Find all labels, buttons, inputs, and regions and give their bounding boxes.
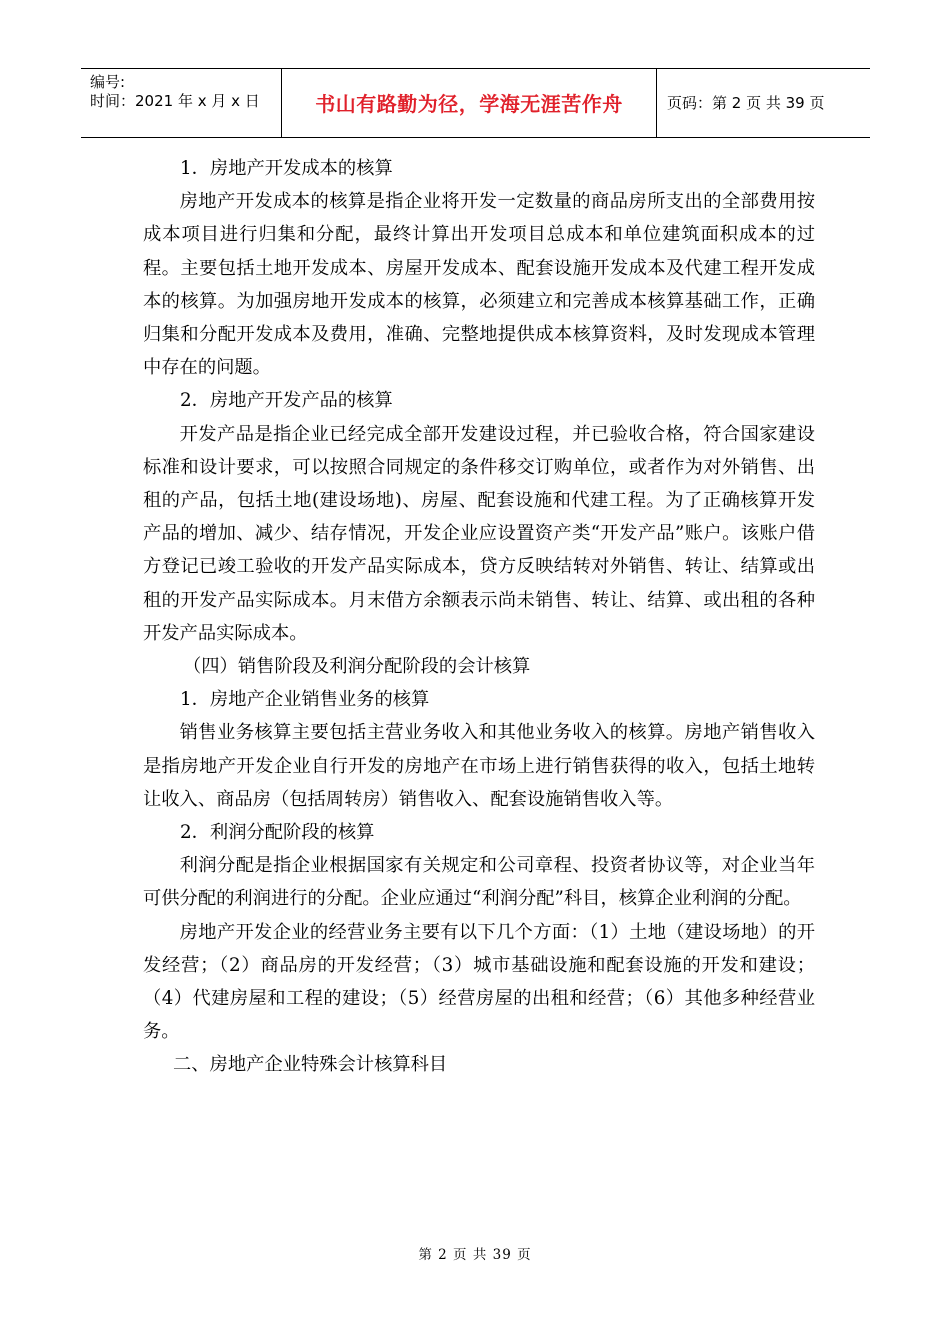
section-heading-sales-business: 1．房地产企业销售业务的核算 — [180, 689, 430, 711]
paragraph-business-scope: 房地产开发企业的经营业务主要有以下几个方面：（1）土地（建设场地）的开发经营；（2）商品房的开发经营；（3）城市基础设施和配套设施的开发和建设；（4）代建房屋和工程的建设；（5）经营房屋的出租和经营；（6）其他多种经营业务。 — [143, 921, 815, 1043]
chapter-heading-special-accounts: 二、房地产企业特殊会计核算科目 — [173, 1054, 448, 1076]
document-time-label: 时间：2021 年 x 月 x 日 — [90, 92, 260, 110]
section-heading-development-product: 2．房地产开发产品的核算 — [180, 390, 393, 412]
paragraph-sales-business: 销售业务核算主要包括主营业务收入和其他业务收入的核算。房地产销售收入是指房地产开发企业自行开发的房地产在市场上进行销售获得的收入，包括土地转让收入、商品房（包括周转房）销售收入、配套设施销售收入等。 — [143, 722, 815, 810]
section-heading-sales-profit: （四）销售阶段及利润分配阶段的会计核算 — [183, 656, 531, 678]
document-code-label: 编号: — [90, 73, 126, 91]
header-right-cell — [657, 69, 870, 137]
paragraph-development-product: 开发产品是指企业已经完成全部开发建设过程，并已验收合格，符合国家建设标准和设计要求，可以按照合同规定的条件移交订购单位，或者作为对外销售、出租的产品，包括土地(建设场地)、房屋、配套设施和代建工程。为了正确核算开发产品的增加、减少、结存情况，开发企业应设置资产类“开发产品”账户。该账户借方登记已竣工验收的开发产品实际成本，贷方反映结转对外销售、转让、结算或出租的开发产品实际成本。月末借方余额表示尚未销售、转让、结算、或出租的各种开发产品实际成本。 — [143, 423, 815, 644]
header-middle-cell — [281, 69, 657, 137]
header-page-number: 页码：第 2 页 共 39 页 — [667, 94, 825, 112]
document-body — [143, 152, 815, 1082]
paragraph-profit-distribution: 利润分配是指企业根据国家有关规定和公司章程、投资者协议等，对企业当年可供分配的利润进行的分配。企业应通过“利润分配”科目，核算企业利润的分配。 — [143, 855, 815, 910]
paragraph-development-cost: 房地产开发成本的核算是指企业将开发一定数量的商品房所支出的全部费用按成本项目进行归集和分配，最终计算出开发项目总成本和单位建筑面积成本的过程。主要包括土地开发成本、房屋开发成本、配套设施开发成本及代建工程开发成本的核算。为加强房地开发成本的核算，必须建立和完善成本核算基础工作，正确归集和分配开发成本及费用，准确、完整地提供成本核算资料，及时发现成本管理中存在的问题。 — [143, 191, 815, 379]
section-heading-profit-distribution: 2．利润分配阶段的核算 — [180, 822, 375, 844]
page-footer: 第 2 页 共 39 页 — [418, 1247, 532, 1263]
page-header — [81, 68, 870, 138]
header-left-cell — [81, 69, 280, 137]
header-motto: 书山有路勤为径，学海无涯苦作舟 — [315, 92, 623, 116]
section-heading-development-cost: 1．房地产开发成本的核算 — [180, 158, 393, 179]
